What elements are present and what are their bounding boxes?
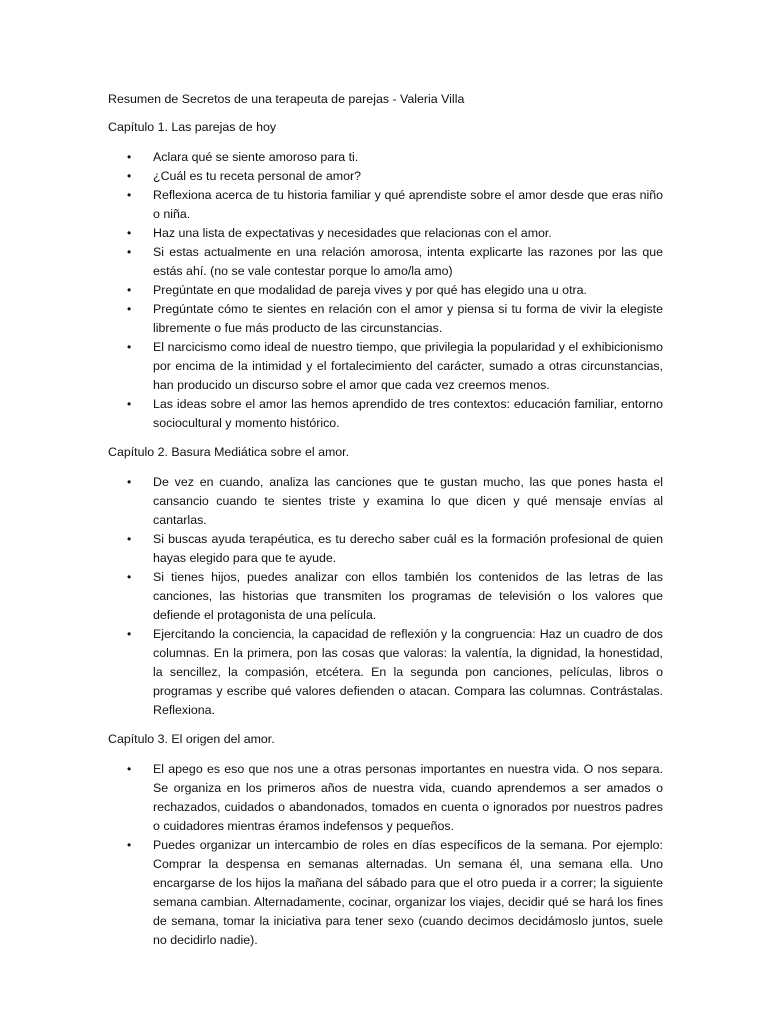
list-item-text: Aclara qué se siente amoroso para ti.: [153, 150, 359, 164]
bullet-icon: •: [127, 188, 132, 202]
chapter-heading: Capítulo 1. Las parejas de hoy: [108, 120, 277, 134]
list-item: [108, 836, 663, 950]
list-item-text: Ejercitando la conciencia, la capacidad de reflexión y la congruencia: Haz un cuadro de dos columnas. En la primera, pon las cosas que valoras: la valentía, la dignidad, la honestidad, la sencillez, la compasión, etcétera. En la segunda pon canciones, películas, libros o programas y escribe qué valores defienden o atacan. Compara las columnas. Contrástalas. Reflexiona.: [153, 627, 663, 717]
list-item-text: Las ideas sobre el amor las hemos aprendido de tres contextos: educación familiar, entorno sociocultural y momento histórico.: [153, 397, 663, 430]
chapter-3: [108, 730, 663, 950]
list-item: [108, 281, 663, 300]
document-title: Resumen de Secretos de una terapeuta de parejas - Valeria Villa: [108, 92, 465, 106]
list-item-text: Pregúntate cómo te sientes en relación con el amor y piensa si tu forma de vivir la elegiste libremente o fue más producto de las circunstancias.: [153, 302, 663, 335]
list-item: [108, 167, 663, 186]
bullet-icon: •: [127, 283, 132, 297]
bullet-icon: •: [127, 475, 132, 489]
list-item-text: Pregúntate en que modalidad de pareja vives y por qué has elegido una u otra.: [153, 283, 587, 297]
bullet-icon: •: [127, 532, 132, 546]
chapter-2: [108, 443, 663, 720]
list-item-text: Si buscas ayuda terapéutica, es tu derecho saber cuál es la formación profesional de quien hayas elegido para que te ayude.: [153, 532, 663, 565]
bullet-icon: •: [127, 340, 132, 354]
document-body: [108, 90, 663, 960]
list-item-text: Haz una lista de expectativas y necesidades que relacionas con el amor.: [153, 226, 552, 240]
list-item-text: El narcicismo como ideal de nuestro tiempo, que privilegia la popularidad y el exhibicionismo por encima de la intimidad y el fortalecimiento del carácter, sumado a otras circunstancias, han producido un discurso sobre el amor que cada vez creemos menos.: [153, 340, 663, 392]
list-item: [108, 530, 663, 568]
chapter-heading: Capítulo 2. Basura Mediática sobre el amor.: [108, 445, 350, 459]
bullet-icon: •: [127, 226, 132, 240]
chapter-1: [108, 118, 663, 433]
bullet-icon: •: [127, 302, 132, 316]
list-item-text: El apego es eso que nos une a otras personas importantes en nuestra vida. O nos separa. Se organiza en los primeros años de nuestra vida, cuando aprendemos a ser amados o rechazados, cuidados o abandonados, tomados en cuenta o ignorados por nuestros padres o cuidadores mientras éramos indefensos y pequeños.: [153, 762, 663, 833]
list-item-text: Reflexiona acerca de tu historia familiar y qué aprendiste sobre el amor desde que eras niño o niña.: [153, 188, 663, 221]
list-item: [108, 395, 663, 433]
bullet-icon: •: [127, 245, 132, 259]
bullet-icon: •: [127, 838, 132, 852]
list-item: [108, 186, 663, 224]
list-item-text: Puedes organizar un intercambio de roles en días específicos de la semana. Por ejemplo: Comprar la despensa en semanas alternadas. Un semana él, una semana ella. Uno encargarse de los hijos la mañana del sábado para que el otro pueda ir a correr; la siguiente semana cambian. Alternadamente, cocinar, organizar los viajes, decidir qué se hará los fines de semana, tomar la iniciativa para tener sexo (cuando decimos decidámoslo juntos, suele no decidirlo nadie).: [153, 838, 663, 947]
bullet-icon: •: [127, 570, 132, 584]
list-item: [108, 568, 663, 625]
bullet-icon: •: [127, 397, 132, 411]
list-item: [108, 473, 663, 530]
bullet-icon: •: [127, 150, 132, 164]
list-item: [108, 243, 663, 281]
list-item-text: ¿Cuál es tu receta personal de amor?: [153, 169, 361, 183]
list-item: [108, 224, 663, 243]
list-item: [108, 300, 663, 338]
bullet-icon: •: [127, 627, 132, 641]
list-item-text: Si estas actualmente en una relación amorosa, intenta explicarte las razones por las que estás ahí. (no se vale contestar porque lo amo/la amo): [153, 245, 663, 278]
chapter-heading: Capítulo 3. El origen del amor.: [108, 732, 275, 746]
list-item: [108, 338, 663, 395]
bullet-list: [108, 473, 663, 720]
list-item-text: Si tienes hijos, puedes analizar con ellos también los contenidos de las letras de las canciones, las historias que transmiten los programas de televisión o los valores que defiende el protagonista de una película.: [153, 570, 663, 622]
list-item: [108, 760, 663, 836]
bullet-list: [108, 148, 663, 433]
bullet-icon: •: [127, 762, 132, 776]
bullet-list: [108, 760, 663, 950]
list-item-text: De vez en cuando, analiza las canciones que te gustan mucho, las que pones hasta el cansancio cuando te sientes triste y examina lo que dicen y qué mensaje envías al cantarlas.: [153, 475, 663, 527]
bullet-icon: •: [127, 169, 132, 183]
list-item: [108, 148, 663, 167]
list-item: [108, 625, 663, 720]
